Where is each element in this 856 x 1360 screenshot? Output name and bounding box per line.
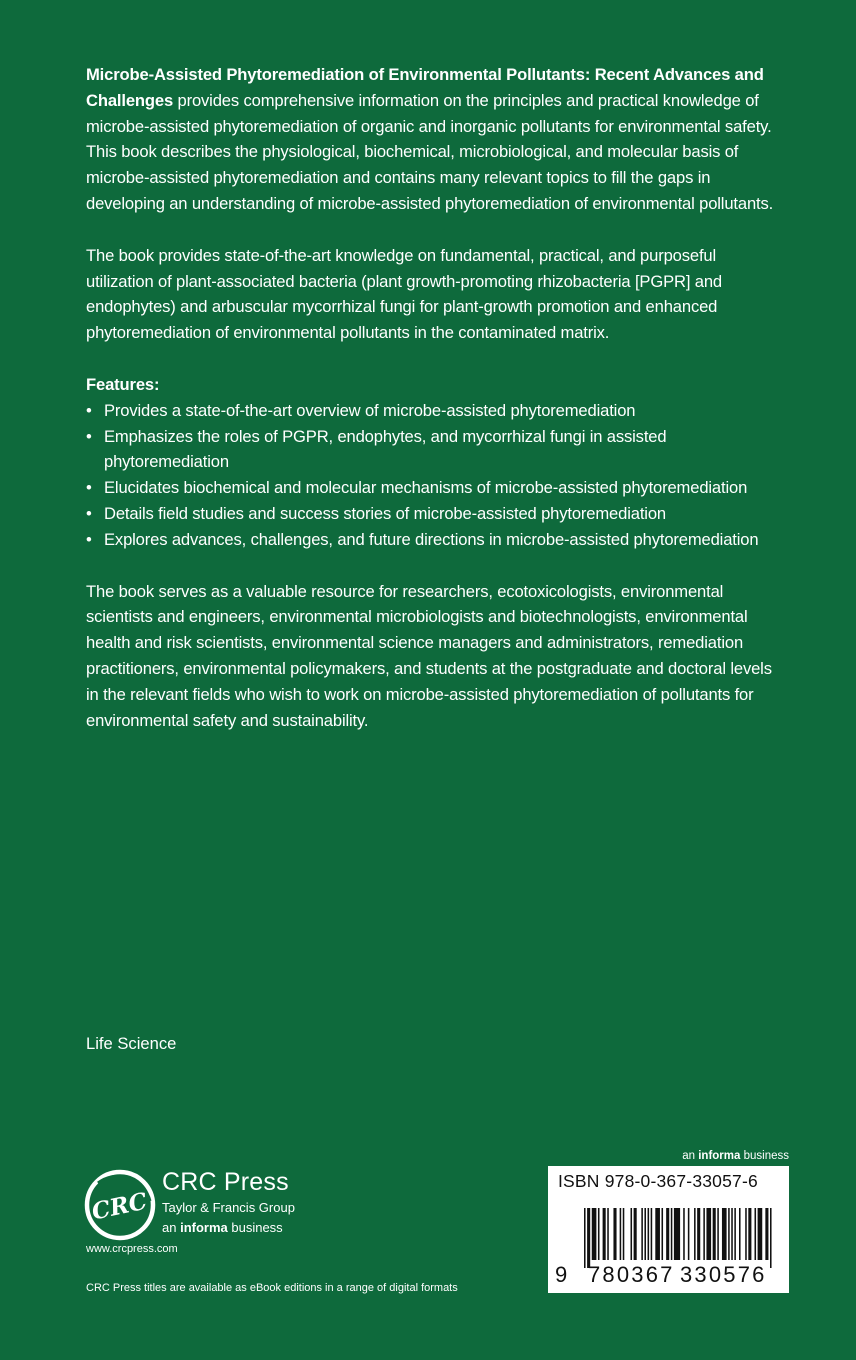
barcode-bar	[770, 1208, 772, 1268]
barcode-bar	[634, 1208, 637, 1260]
feature-item: • Emphasizes the roles of PGPR, endophytes, and mycorrhizal fungi in assisted phytoremediation	[86, 424, 786, 476]
barcode-box	[548, 1166, 789, 1293]
barcode-bar	[592, 1208, 597, 1260]
barcode-bar	[671, 1208, 673, 1260]
barcode-bar	[758, 1208, 763, 1260]
crc-logo-text: CRC	[89, 1187, 150, 1226]
ebook-note: CRC Press titles are available as eBook editions in a range of digital formats	[86, 1282, 458, 1294]
feature-item: • Elucidates biochemical and molecular mechanisms of microbe-assisted phytoremediation	[86, 475, 786, 501]
barcode-bar	[717, 1208, 719, 1260]
paragraph-utilization: The book provides state-of-the-art knowledge on fundamental, practical, and purposeful utilization of plant-associated bacteria (plant growth-promoting rhizobacteria [PGPR] and endophytes) and arbuscular mycorrhizal fungi for plant-growth promotion and enhanced phytoremediation of environmental pollutants in the contaminated matrix.	[86, 245, 722, 343]
feature-item: • Details field studies and success stories of microbe-assisted phytoremediation	[86, 501, 786, 527]
barcode-bar	[584, 1208, 586, 1268]
barcode-bar	[731, 1208, 733, 1260]
crc-logo-icon	[84, 1169, 156, 1241]
barcode-bar	[728, 1208, 730, 1260]
bullet-icon: •	[86, 478, 92, 498]
barcode-bar	[722, 1208, 727, 1260]
barcode-bar	[683, 1208, 685, 1260]
feature-item: • Explores advances, challenges, and future directions in microbe-assisted phytoremediation	[86, 527, 786, 553]
barcode-bar	[655, 1208, 660, 1260]
barcode-bar	[641, 1208, 643, 1260]
paragraph-audience: The book serves as a valuable resource for researchers, ecotoxicologists, environmental scientists and engineers, environmental microbiologists and biotechnologists, environmental health and risk scientists, environmental science managers and administrators, remediation practitioners, environmental policymakers, and students at the postgraduate and doctoral levels in the relevant fields who wish to work on microbe-assisted phytoremediation of pollutants for environmental safety and sustainability.	[86, 581, 772, 730]
barcode-bar	[587, 1208, 590, 1268]
barcode-bar	[713, 1208, 716, 1260]
bullet-icon: •	[86, 503, 92, 523]
features-heading: Features:	[86, 374, 160, 394]
barcode-bar	[748, 1208, 751, 1260]
back-cover-text	[86, 62, 786, 733]
barcode-bar	[644, 1208, 646, 1260]
barcode-digits-right: 330576	[680, 1262, 767, 1287]
barcode-bar	[651, 1208, 653, 1260]
bullet-icon: •	[86, 529, 92, 549]
barcode-bar	[631, 1208, 633, 1260]
barcode-bar	[739, 1208, 741, 1260]
barcode-bar	[694, 1208, 696, 1260]
publisher-url[interactable]: www.crcpress.com	[86, 1243, 178, 1255]
subject-category: Life Science	[86, 1034, 177, 1053]
barcode-bar	[745, 1208, 747, 1260]
intro-paragraph	[86, 62, 786, 217]
barcode-bar	[603, 1208, 606, 1260]
barcode-bar	[765, 1208, 768, 1260]
barcode-bar	[688, 1208, 690, 1260]
barcode-bar	[755, 1208, 757, 1260]
publisher-business: an informa business	[162, 1220, 283, 1235]
book-title: Microbe-Assisted Phytoremediation of Environmental Pollutants: Recent Advances and Challenges	[86, 65, 764, 110]
barcode-bar	[734, 1208, 736, 1260]
publisher-name: CRC Press	[162, 1168, 289, 1196]
barcode-bar	[697, 1208, 700, 1260]
publisher-group: Taylor & Francis Group	[162, 1200, 295, 1215]
barcode-bar	[648, 1208, 650, 1260]
barcode-bar	[607, 1208, 609, 1260]
informa-business-label: an informa business	[682, 1150, 789, 1162]
features-list	[86, 398, 786, 553]
barcode-bar	[620, 1208, 622, 1260]
barcode-bar	[674, 1208, 680, 1260]
bullet-icon: •	[86, 426, 92, 446]
barcode-bar	[662, 1208, 664, 1260]
barcode-bar	[613, 1208, 616, 1260]
barcode-bar	[666, 1208, 669, 1260]
barcode-bar	[703, 1208, 705, 1260]
barcode-digits-left: 780367	[588, 1262, 675, 1287]
barcode-bar	[623, 1208, 625, 1260]
feature-item: • Provides a state-of-the-art overview of microbe-assisted phytoremediation	[86, 398, 786, 424]
barcode-digit-first: 9	[555, 1262, 568, 1287]
barcode-bar	[598, 1208, 600, 1260]
isbn-number: ISBN 978-0-367-33057-6	[558, 1171, 758, 1191]
barcode-bar	[706, 1208, 711, 1260]
bullet-icon: •	[86, 400, 92, 420]
intro-text: provides comprehensive information on the principles and practical knowledge of microbe-assisted phytoremediation of organic and inorganic pollutants for environmental safety. This book describes the physiological, biochemical, microbiological, and molecular basis of microbe-assisted phytoremediation and contains many relevant topics to fill the gaps in developing an understanding of microbe-assisted phytoremediation of environmental pollutants.	[86, 90, 774, 213]
